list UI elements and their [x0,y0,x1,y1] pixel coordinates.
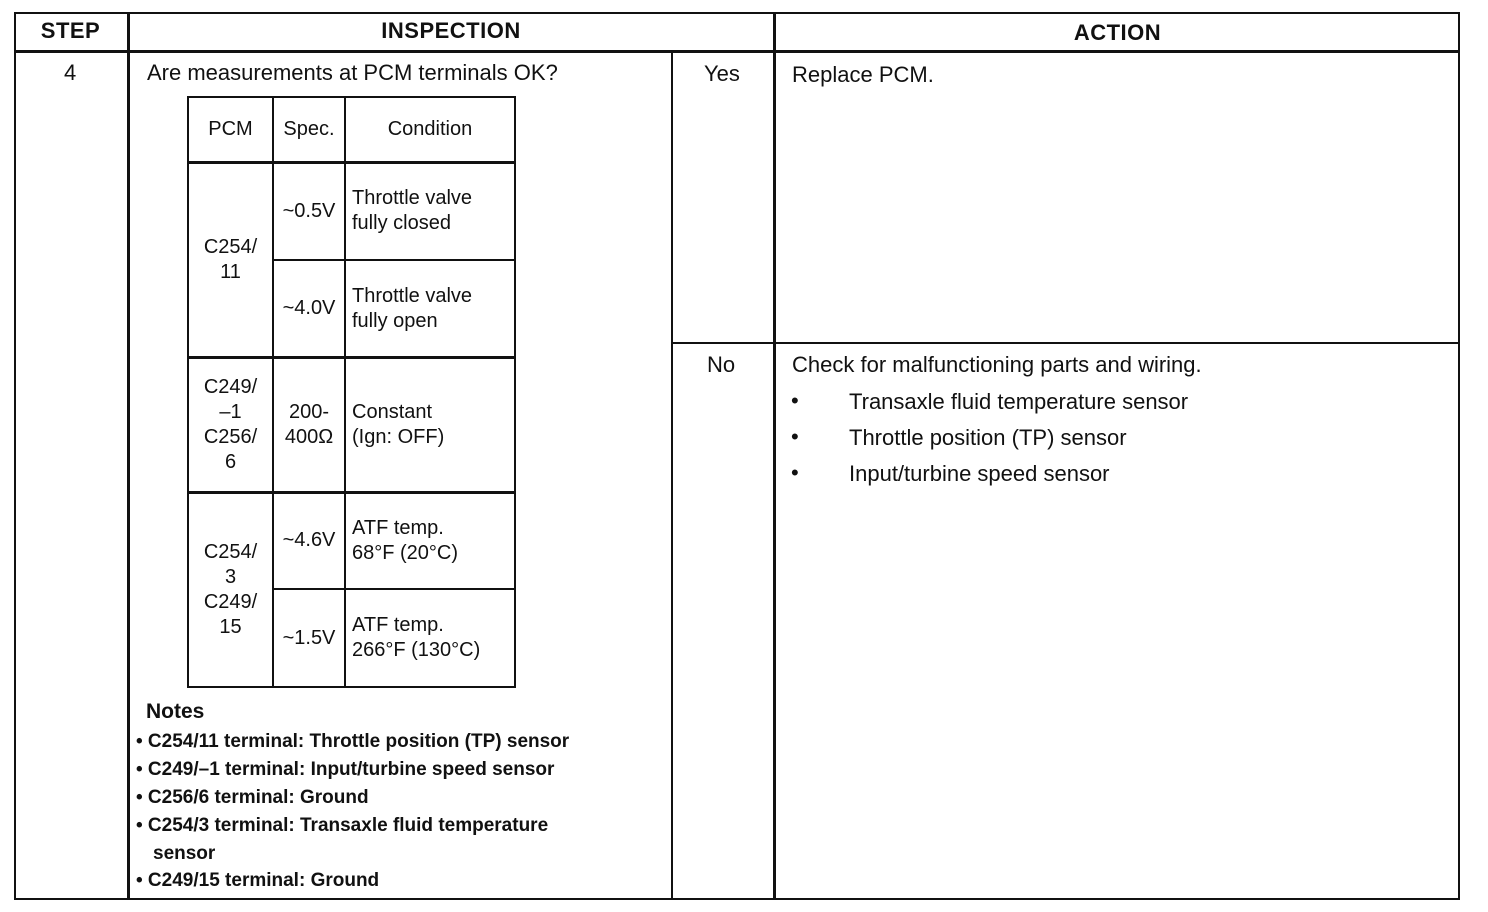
condition-cell [352,358,514,491]
pcm-terminal-cell [189,358,272,491]
step-column-divider [127,12,130,900]
action-header: ACTION [1073,20,1162,45]
bullet-dot: • [791,424,799,449]
condition-line: 266°F (130°C) [352,639,481,661]
condition-cell [352,261,514,356]
pcm-terminal-line: 11 [220,260,241,283]
note-item: • C249/15 terminal: Ground [136,870,380,891]
spec-cell: ~4.0V [282,297,336,319]
pcm-terminal-line: C254/ [203,540,258,563]
spec-cell: ~0.5V [282,199,336,222]
spec-cell [274,358,344,491]
pcm-terminal-cell [189,493,272,686]
condition-line: (Ign: OFF) [352,425,445,448]
yes-label: Yes [704,61,740,86]
condition-col-header: Condition [387,118,473,140]
yesno-column-divider [671,52,673,900]
no-action: Check for malfunctioning parts and wiring. [792,352,1202,377]
spec-cell: ~1.5V [282,626,336,649]
spec-line: 200- [288,400,330,423]
note-item: sensor [153,843,216,864]
no-action-bullet: Throttle position (TP) sensor [849,425,1127,450]
note-item: • C254/3 terminal: Transaxle fluid temperature [136,815,549,836]
action-column-divider [773,12,776,900]
bullet-dot: • [791,460,799,485]
no-action-bullet: Transaxle fluid temperature sensor [849,389,1189,414]
condition-line: Constant [352,400,433,423]
spec-cell: ~4.6V [282,529,336,551]
note-item: • C256/6 terminal: Ground [136,787,369,808]
inspection-header: INSPECTION [381,18,521,43]
note-item: • C254/11 terminal: Throttle position (TP) sensor [136,731,570,752]
pcm-terminal-line: C256/ [203,425,258,448]
no-action-bullet: Input/turbine speed sensor [849,461,1110,486]
yes-action: Replace PCM. [792,62,934,87]
pcm-terminal-line: 6 [224,450,237,473]
pcm-terminal-line: –1 [219,400,242,423]
pcm-terminal-line: C249/ [203,375,258,398]
spec-col-divider [344,96,346,688]
note-item: • C249/–1 terminal: Input/turbine speed sensor [136,759,555,780]
pcm-terminal-cell [189,163,272,356]
condition-line: ATF temp. [352,516,444,539]
pcm-terminal-line: 15 [219,615,242,638]
header-divider [14,50,1460,53]
inspection-question: Are measurements at PCM terminals OK? [147,60,558,85]
condition-line: Throttle valve [352,284,473,307]
yes-no-divider [673,342,1460,344]
condition-cell [352,493,514,588]
condition-line: ATF temp. [352,614,444,636]
bullet-dot: • [791,388,799,413]
pcm-terminal-line: C254/ [203,235,258,258]
condition-line: fully open [352,309,438,332]
condition-line: fully closed [352,212,451,234]
condition-line: Throttle valve [352,187,473,209]
no-label: No [707,352,736,377]
notes-title: Notes [146,700,205,723]
condition-line: 68°F (20°C) [352,541,459,564]
condition-cell [352,590,514,686]
pcm-terminal-line: 3 [224,565,237,588]
step-number: 4 [64,60,77,85]
pcm-terminal-line: C249/ [203,590,258,613]
step-header: STEP [40,18,101,43]
spec-col-header: Spec. [283,118,335,140]
condition-cell [352,163,514,259]
pcm-col-header: PCM [208,118,253,140]
spec-line: 400Ω [284,425,334,448]
